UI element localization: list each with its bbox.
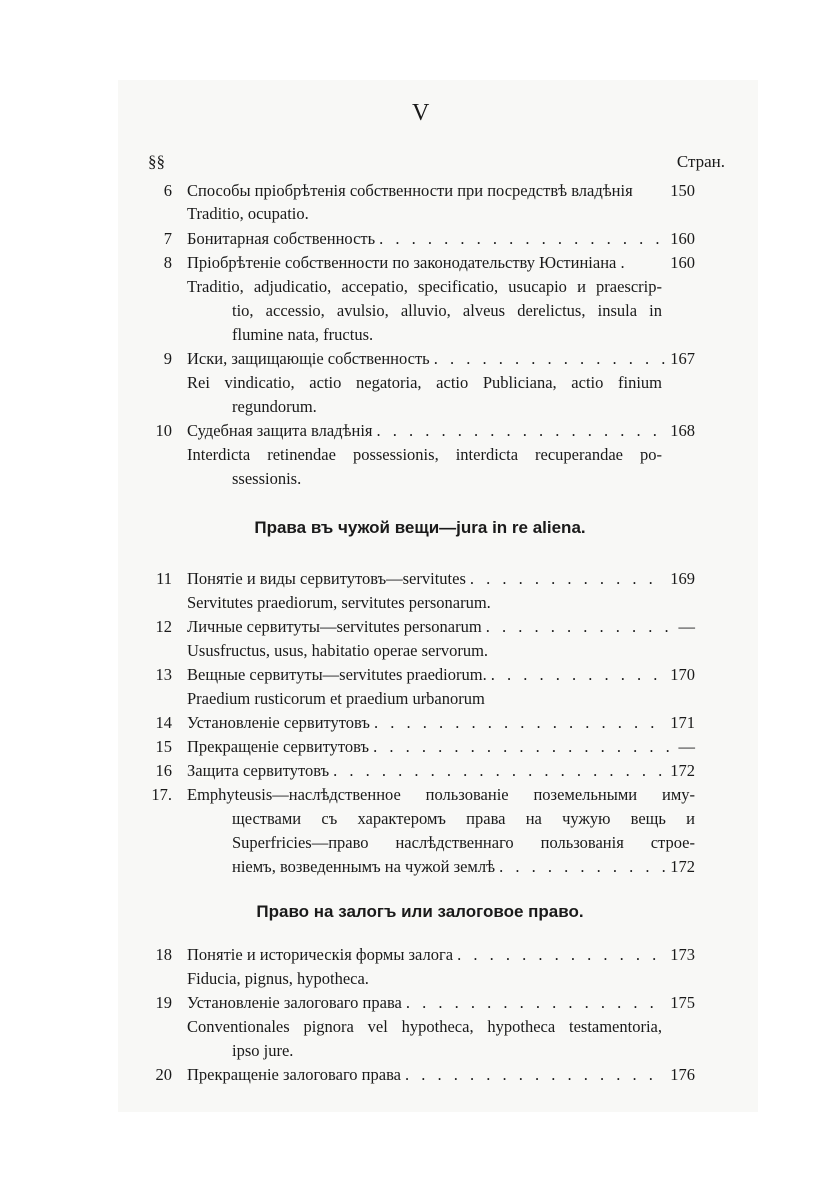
entry-title: Иски, защищающіе собственность xyxy=(187,349,430,368)
entry-number: 12 xyxy=(155,617,172,636)
entry-subtitle: Interdicta retinendae possessionis, interdicta recuperandae po- xyxy=(187,445,662,464)
entry-page: 176 xyxy=(670,1065,695,1084)
entry-title: Защита сервитутовъ xyxy=(187,761,330,780)
toc-entry-12 xyxy=(140,615,695,638)
entry-number: 11 xyxy=(156,569,172,588)
toc-entry-20 xyxy=(140,1063,695,1086)
toc-entry-6 xyxy=(140,179,695,202)
toc-entry-19 xyxy=(140,991,695,1014)
page-column-header: Стран. xyxy=(676,152,725,171)
entry-title: Способы пріобрѣтенія собственности при посредствѣ владѣнія xyxy=(187,181,633,200)
toc-entry-15 xyxy=(140,735,695,758)
entry-subtitle: Ususfructus, usus, habitatio operae servorum. xyxy=(187,641,489,660)
entry-page: 160 xyxy=(670,229,695,248)
page-number: V xyxy=(412,100,431,126)
entry-title: Пріобрѣтеніе собственности по законодательству Юстиніана . xyxy=(187,253,625,272)
entry-title: Бонитарная собственность xyxy=(187,229,376,248)
entry-page: — xyxy=(678,737,695,756)
entry-subtitle: tio, accessio, avulsio, alluvio, alveus derelictus, insula in xyxy=(232,301,662,320)
toc-entry-17-last-line xyxy=(185,855,695,878)
entry-number: 18 xyxy=(155,945,172,964)
toc-entry-16 xyxy=(140,759,695,782)
entry-number: 16 xyxy=(155,761,172,780)
entry-page: 168 xyxy=(670,421,695,440)
entry-page: 160 xyxy=(670,253,695,272)
toc-entry-7 xyxy=(140,227,695,250)
entry-subtitle: Traditio, adjudicatio, accepatio, specificatio, usucapio и praescrip- xyxy=(187,277,662,296)
toc-entry-9 xyxy=(140,347,695,370)
entry-title: Судебная защита владѣнія xyxy=(187,421,373,440)
entry-subtitle: ipso jure. xyxy=(232,1041,294,1060)
toc-entry-14 xyxy=(140,711,695,734)
toc-entry-17 xyxy=(140,783,695,806)
entry-subtitle: Rei vindicatio, actio negatoria, actio Publiciana, actio finium xyxy=(187,373,662,392)
entry-title: Прекращеніе сервитутовъ xyxy=(187,737,370,756)
entry-number: 10 xyxy=(155,421,172,440)
entry-page: 167 xyxy=(670,349,695,368)
entry-number: 20 xyxy=(155,1065,172,1084)
entry-title: Понятіе и историческія формы залога xyxy=(187,945,454,964)
entry-page: 170 xyxy=(670,665,695,684)
entry-subtitle: ssessionis. xyxy=(232,469,302,488)
entry-subtitle: Fiducia, pignus, hypotheca. xyxy=(187,969,369,988)
entry-page: 150 xyxy=(670,181,695,200)
entry-page: 171 xyxy=(670,713,695,732)
entry-title: Установленіе залоговаго права xyxy=(187,993,402,1012)
entry-subtitle: Conventionales pignora vel hypotheca, hypotheca testamentoria, xyxy=(187,1017,662,1036)
entry-title: Прекращеніе залоговаго права xyxy=(187,1065,401,1084)
entry-subtitle: flumine nata, fructus. xyxy=(232,325,374,344)
toc-entry-10 xyxy=(140,419,695,442)
toc-entry-13 xyxy=(140,663,695,686)
entry-number: 6 xyxy=(163,181,172,200)
section-symbol-header: §§ xyxy=(148,152,165,171)
entry-page: 169 xyxy=(670,569,695,588)
toc-entry-8 xyxy=(140,251,695,274)
entry-title: ніемъ, возведеннымъ на чужой землѣ xyxy=(232,857,496,876)
section-heading-jura-in-re-aliena: Права въ чужой вещи—jura in re aliena. xyxy=(254,518,586,537)
entry-title: Понятіе и виды сервитутовъ—servitutes xyxy=(187,569,466,588)
entry-subtitle: Servitutes praediorum, servitutes personarum. xyxy=(187,593,491,612)
entry-page: — xyxy=(678,617,695,636)
toc-entry-18 xyxy=(140,943,695,966)
entry-subtitle: Superfricies—право наслѣдственнаго пользованія строе- xyxy=(232,833,695,852)
entry-page: 173 xyxy=(670,945,695,964)
entry-number: 13 xyxy=(155,665,172,684)
entry-page: 172 xyxy=(670,761,695,780)
entry-page: 172 xyxy=(670,857,695,876)
section-heading-zalog: Право на залогъ или залоговое право. xyxy=(256,902,584,921)
entry-subtitle: ществами съ характеромъ права на чужую вещь и xyxy=(232,809,695,828)
toc-entry-11 xyxy=(140,567,695,590)
entry-title: Вещные сервитуты—servitutes praediorum. xyxy=(187,665,487,684)
entry-page: 175 xyxy=(670,993,695,1012)
entry-number: 14 xyxy=(155,713,172,732)
entry-title: Emphyteusis—наслѣдственное пользованіе поземельными иму- xyxy=(187,785,695,804)
entry-number: 19 xyxy=(155,993,172,1012)
entry-title: Установленіе сервитутовъ xyxy=(187,713,370,732)
entry-number: 8 xyxy=(163,253,172,272)
entry-number: 17. xyxy=(151,785,172,804)
entry-number: 9 xyxy=(163,349,172,368)
entry-subtitle: regundorum. xyxy=(232,397,317,416)
entry-number: 7 xyxy=(163,229,172,248)
entry-title: Личные сервитуты—servitutes personarum xyxy=(187,617,482,636)
entry-subtitle: Praedium rusticorum et praedium urbanorum xyxy=(187,689,485,708)
entry-subtitle: Traditio, ocupatio. xyxy=(187,204,309,223)
entry-number: 15 xyxy=(155,737,172,756)
